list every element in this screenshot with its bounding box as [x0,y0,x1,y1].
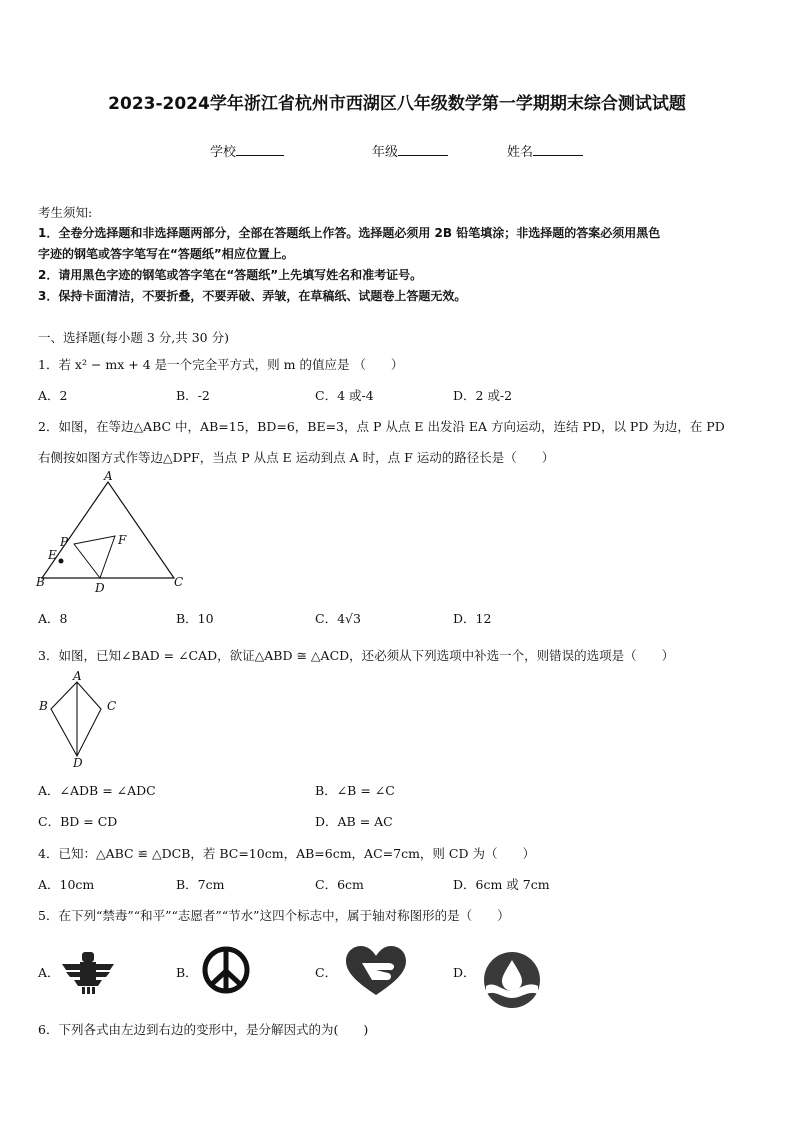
school-field [210,141,284,160]
notice-line-1a: 1．全卷分选择题和非选择题两部分，全部在答题纸上作答。选择题必须用 2B 铅笔填涂；非选择题的答案必须用黑色 [38,226,661,240]
q4-option-d: D．6cm 或 7cm [453,877,550,892]
peace-icon [201,945,251,995]
notice-heading: 考生须知: [38,205,93,220]
q3-option-d: D．AB = AC [315,814,393,829]
school-blank [236,143,284,156]
q4-option-c: C．6cm [315,877,364,892]
q3-text: 3．如图，已知∠BAD = ∠CAD，欲证△ABD ≅ △ACD，还必须从下列选项中补选一个，则错误的选项是（ ） [38,648,675,663]
label-a: A [104,470,113,483]
q4-option-a: A．10cm [38,877,95,892]
q1-option-d: D．2 或-2 [453,388,513,403]
notice-line-1b: 字迹的钢笔或答字笔写在“答题纸”相应位置上。 [38,247,294,261]
q5-option-c: C． [315,965,338,980]
q2-line-2: 右侧按如图方式作等边△DPF，当点 P 从点 E 运动到点 A 时，点 F 运动的路径长是（ ） [38,450,555,465]
kite-abcd [51,682,101,756]
q5-option-b: B． [176,965,198,980]
point-e [59,559,64,564]
q2-option-c: C．4√3 [315,611,361,626]
q5-text: 5．在下列“禁毒”“和平”“志愿者”“节水”这四个标志中，属于轴对称图形的是（ ） [38,908,510,923]
triangle-abc [42,482,174,578]
q1-option-c: C．4 或-4 [315,388,374,403]
anti-drug-eagle-icon [60,950,116,996]
q2-option-d: D．12 [453,611,492,626]
q4-option-b: B．7cm [176,877,225,892]
label-p: P [60,535,69,549]
q3-option-b: B．∠B = ∠C [315,783,395,798]
name-label: 姓名 [507,145,534,160]
notice-line-3: 3．保持卡面清洁，不要折叠，不要弄破、弄皱，在草稿纸、试题卷上答题无效。 [38,289,467,303]
grade-label: 年级 [372,145,399,160]
label-d: D [73,756,83,770]
q1-option-b: B．-2 [176,388,210,403]
triangle-dpf [74,536,115,578]
q1-text: 1．若 x² − mx + 4 是一个完全平方式，则 m 的值应是 （ ） [38,357,404,372]
volunteer-heart-hand-icon [342,943,410,999]
school-label: 学校 [210,145,237,160]
name-blank [533,143,583,156]
grade-blank [398,143,448,156]
label-a: A [73,669,82,683]
page-title: 2023-2024学年浙江省杭州市西湖区八年级数学第一学期期末综合测试试题 [108,94,686,114]
q3-option-c: C．BD = CD [38,814,118,829]
q1-option-a: A．2 [38,388,68,403]
grade-field [372,141,448,160]
q3-option-a: A．∠ADB = ∠ADC [38,783,156,798]
q5-option-d: D． [453,965,476,980]
label-d: D [95,581,105,595]
section-heading: 一、选择题(每小题 3 分,共 30 分) [38,330,229,345]
label-b: B [36,575,45,589]
q6-text: 6．下列各式由左边到右边的变形中，是分解因式的为( ) [38,1022,369,1037]
q2-option-a: A．8 [38,611,68,626]
q2-line-1: 2．如图，在等边△ABC 中，AB=15，BD=6，BE=3，点 P 从点 E 出发沿 EA 方向运动，连结 PD，以 PD 为边，在 PD [38,419,725,434]
q3-kite-figure [30,668,140,770]
notice-line-2: 2．请用黑色字迹的钢笔或答字笔在“答题纸”上先填写姓名和准考证号。 [38,268,423,282]
water-saving-icon [482,950,542,1010]
label-b: B [39,699,48,713]
q2-option-b: B．10 [176,611,214,626]
q4-text: 4．已知：△ABC ≌ △DCB，若 BC=10cm，AB=6cm，AC=7cm，则 CD 为（ ） [38,846,535,861]
label-f: F [118,533,127,547]
q2-triangle-figure [30,470,200,600]
q5-option-a: A． [38,965,60,980]
label-c: C [107,699,117,713]
name-field [507,141,583,160]
label-c: C [174,575,184,589]
label-e: E [48,548,57,562]
